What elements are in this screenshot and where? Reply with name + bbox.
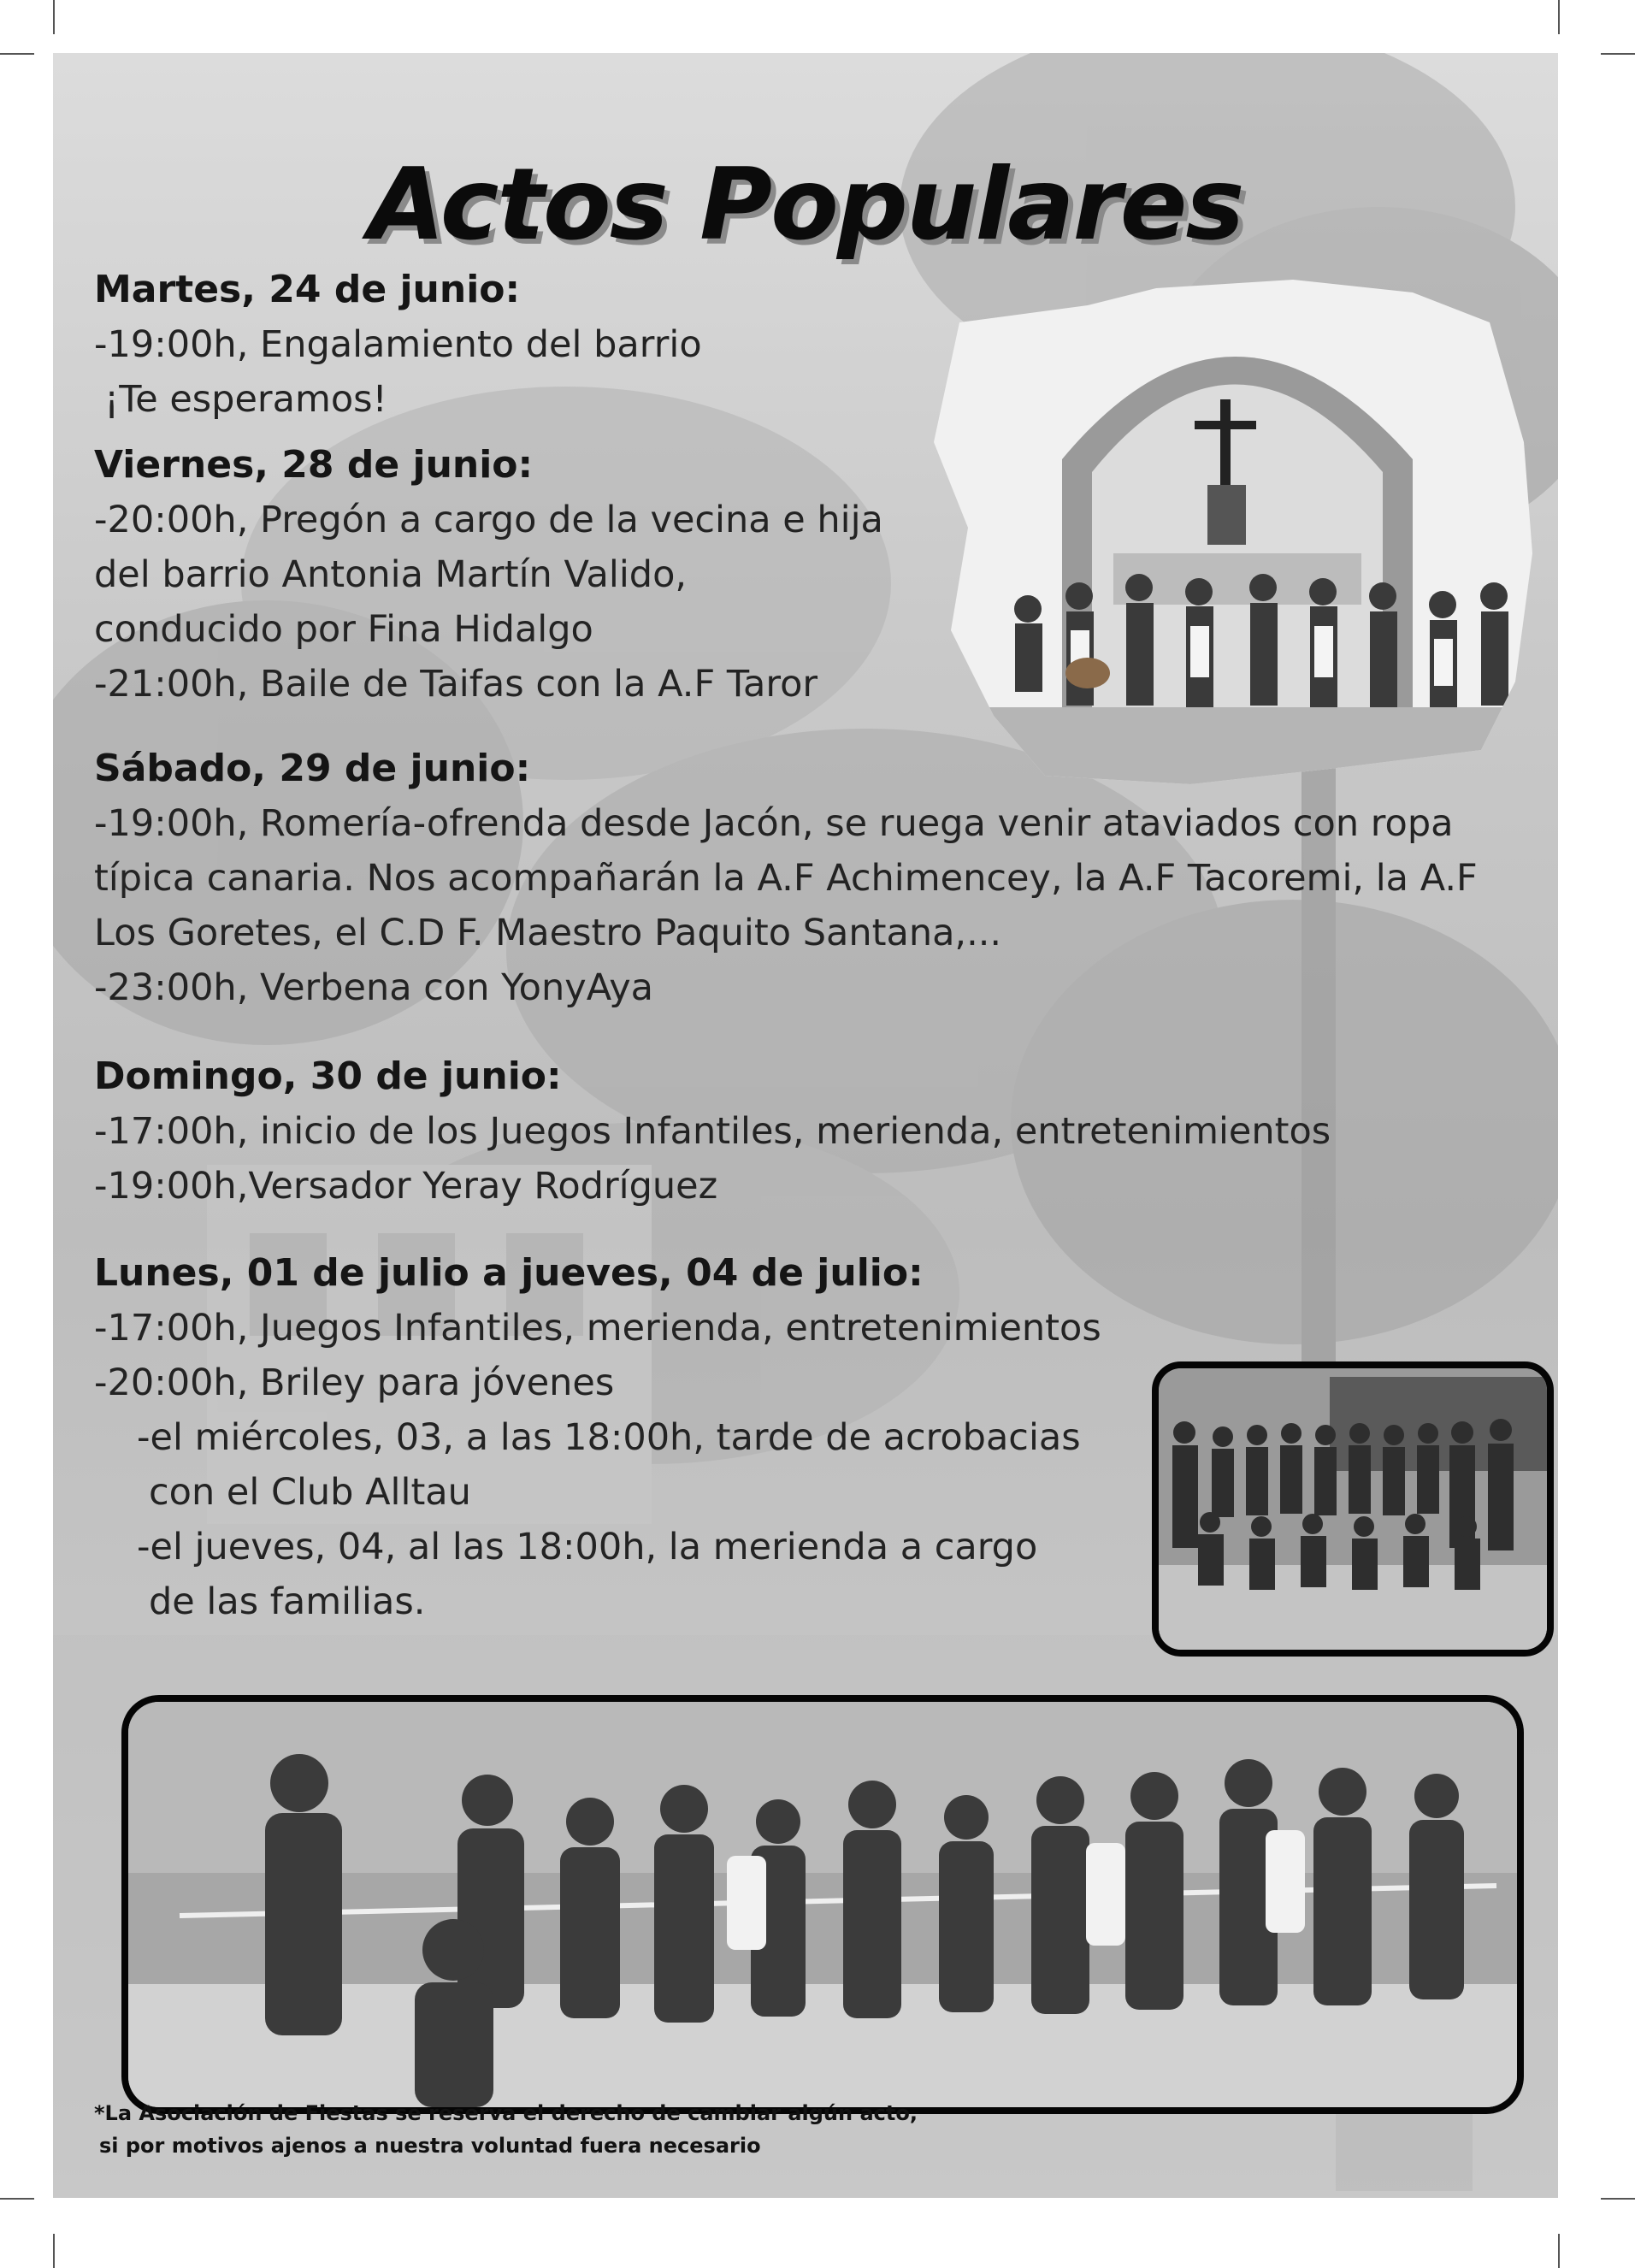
event-line: -el miércoles, 03, a las 18:00h, tarde de acrobacias (137, 1416, 1081, 1459)
event-section (94, 438, 883, 712)
event-line: -el jueves, 04, al las 18:00h, la merienda a cargo (137, 1526, 1038, 1568)
crop-mark (53, 2234, 55, 2268)
event-line: -23:00h, Verbena con YonyAya (94, 966, 653, 1009)
event-section (94, 1246, 1101, 1629)
crop-mark (1601, 53, 1635, 55)
event-line: -19:00h,Versador Yeray Rodríguez (94, 1165, 718, 1208)
crop-mark (1601, 2198, 1635, 2200)
crop-mark (1558, 2234, 1560, 2268)
event-section (94, 1049, 1331, 1214)
event-line: -17:00h, inicio de los Juegos Infantiles, merienda, entretenimientos (94, 1110, 1331, 1153)
event-line: -19:00h, Romería-ofrenda desde Jacón, se ruega venir ataviados con ropa (94, 802, 1454, 845)
page-title: Actos Populares (368, 147, 1243, 263)
event-line: -20:00h, Briley para jóvenes (94, 1361, 615, 1404)
event-date: Viernes, 28 de junio: (94, 443, 534, 487)
event-date: Sábado, 29 de junio: (94, 747, 531, 790)
event-date: Martes, 24 de junio: (94, 268, 521, 311)
event-line: -17:00h, Juegos Infantiles, merienda, entretenimientos (94, 1307, 1101, 1350)
event-line: ¡Te esperamos! (104, 378, 387, 421)
event-line: -20:00h, Pregón a cargo de la vecina e hija (94, 499, 883, 541)
footnote (94, 2097, 918, 2162)
event-line: conducido por Fina Hidalgo (94, 608, 593, 651)
poster-sheet (53, 53, 1558, 2198)
crop-mark (53, 0, 55, 34)
crop-mark (0, 2198, 34, 2200)
event-line: con el Club Alltau (149, 1471, 471, 1514)
acrobatics-club-photo (1152, 1361, 1554, 1657)
tug-of-war-photo (121, 1695, 1524, 2114)
event-section (94, 263, 702, 427)
event-date: Domingo, 30 de junio: (94, 1054, 562, 1098)
event-line: típica canaria. Nos acompañarán la A.F Achimencey, la A.F Tacoremi, la A.F (94, 857, 1478, 900)
event-line: -19:00h, Engalamiento del barrio (94, 323, 702, 366)
footnote-line: si por motivos ajenos a nuestra voluntad fuera necesario (99, 2134, 761, 2158)
event-line: -21:00h, Baile de Taifas con la A.F Taror (94, 663, 818, 706)
event-line: del barrio Antonia Martín Valido, (94, 553, 688, 596)
footnote-line: *La Asociación de Fiestas se reserva el derecho de cambiar algún acto, (94, 2101, 918, 2125)
event-line: de las familias. (149, 1580, 426, 1623)
chapel-band-photo (934, 271, 1532, 801)
event-line: Los Goretes, el C.D F. Maestro Paquito Santana,... (94, 912, 1002, 954)
crop-mark (0, 53, 34, 55)
event-date: Lunes, 01 de julio a jueves, 04 de julio: (94, 1251, 924, 1295)
crop-mark (1558, 0, 1560, 34)
